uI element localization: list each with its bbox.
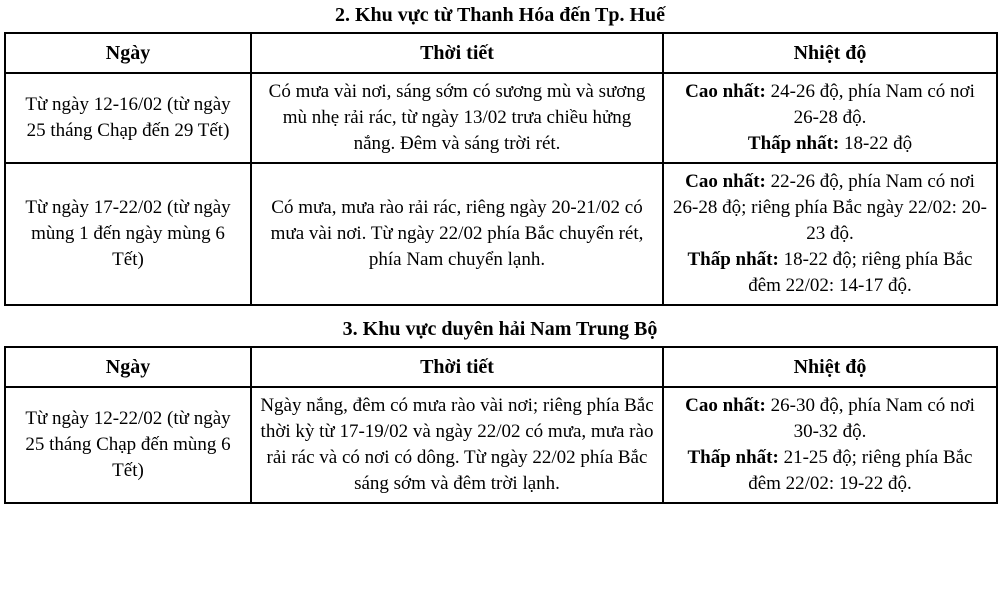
temperature-max [672, 169, 988, 247]
section-spacer [0, 306, 1000, 314]
table-header-row [5, 347, 997, 387]
cell-weather: Có mưa vài nơi, sáng sớm có sương mù và sương mù nhẹ rải rác, từ ngày 13/02 trưa chiều hửng nắng. Đêm và sáng trời rét. [251, 73, 663, 163]
temperature-min-value: 18-22 độ; riêng phía Bắc đêm 22/02: 14-17 độ. [748, 249, 973, 296]
temperature-min [672, 247, 988, 299]
temperature-max-label: Cao nhất: [685, 395, 766, 416]
header-weather: Thời tiết [251, 347, 663, 387]
table-row [5, 73, 997, 163]
header-day: Ngày [5, 33, 251, 73]
header-day: Ngày [5, 347, 251, 387]
temperature-max-label: Cao nhất: [685, 81, 766, 102]
temperature-min-label: Thấp nhất: [747, 133, 840, 154]
section-title-3: 3. Khu vực duyên hải Nam Trung Bộ [342, 318, 658, 340]
cell-temperature [663, 163, 997, 305]
table-row [5, 387, 997, 503]
cell-day: Từ ngày 12-16/02 (từ ngày 25 tháng Chạp đến 29 Tết) [5, 73, 251, 163]
temperature-max-value: 26-30 độ, phía Nam có nơi 30-32 độ. [765, 395, 975, 442]
header-weather: Thời tiết [251, 33, 663, 73]
cell-weather: Có mưa, mưa rào rải rác, riêng ngày 20-21/02 có mưa vài nơi. Từ ngày 22/02 phía Bắc chuyển rét, phía Nam chuyển lạnh. [251, 163, 663, 305]
cell-temperature [663, 73, 997, 163]
temperature-min-value: 18-22 độ [839, 133, 913, 154]
weather-table-thanh-hoa-hue [4, 32, 998, 306]
section-title-2: 2. Khu vực từ Thanh Hóa đến Tp. Huế [334, 4, 666, 26]
table-row [5, 163, 997, 305]
temperature-min-value: 21-25 độ; riêng phía Bắc đêm 22/02: 19-22 độ. [748, 447, 973, 494]
temperature-max [672, 79, 988, 131]
cell-temperature [663, 387, 997, 503]
temperature-max-value: 24-26 độ, phía Nam có nơi 26-28 độ. [765, 81, 975, 128]
temperature-max-label: Cao nhất: [685, 171, 766, 192]
cell-day: Từ ngày 17-22/02 (từ ngày mùng 1 đến ngày mùng 6 Tết) [5, 163, 251, 305]
table-header-row [5, 33, 997, 73]
cell-weather: Ngày nắng, đêm có mưa rào vài nơi; riêng phía Bắc thời kỳ từ 17-19/02 và ngày 22/02 có mưa, mưa rào rải rác và có nơi có dông. Từ ngày 22/02 phía Bắc sáng sớm và đêm trời lạnh. [251, 387, 663, 503]
weather-table-nam-trung-bo [4, 346, 998, 504]
cell-day: Từ ngày 12-22/02 (từ ngày 25 tháng Chạp đến mùng 6 Tết) [5, 387, 251, 503]
temperature-min [672, 131, 988, 157]
temperature-min-label: Thấp nhất: [687, 447, 779, 468]
temperature-max-value: 22-26 độ, phía Nam có nơi 26-28 độ; riêng phía Bắc ngày 22/02: 20-23 độ. [673, 171, 987, 244]
temperature-max [672, 393, 988, 445]
temperature-min-label: Thấp nhất: [687, 249, 779, 270]
header-temperature: Nhiệt độ [663, 347, 997, 387]
header-temperature: Nhiệt độ [663, 33, 997, 73]
temperature-min [672, 445, 988, 497]
